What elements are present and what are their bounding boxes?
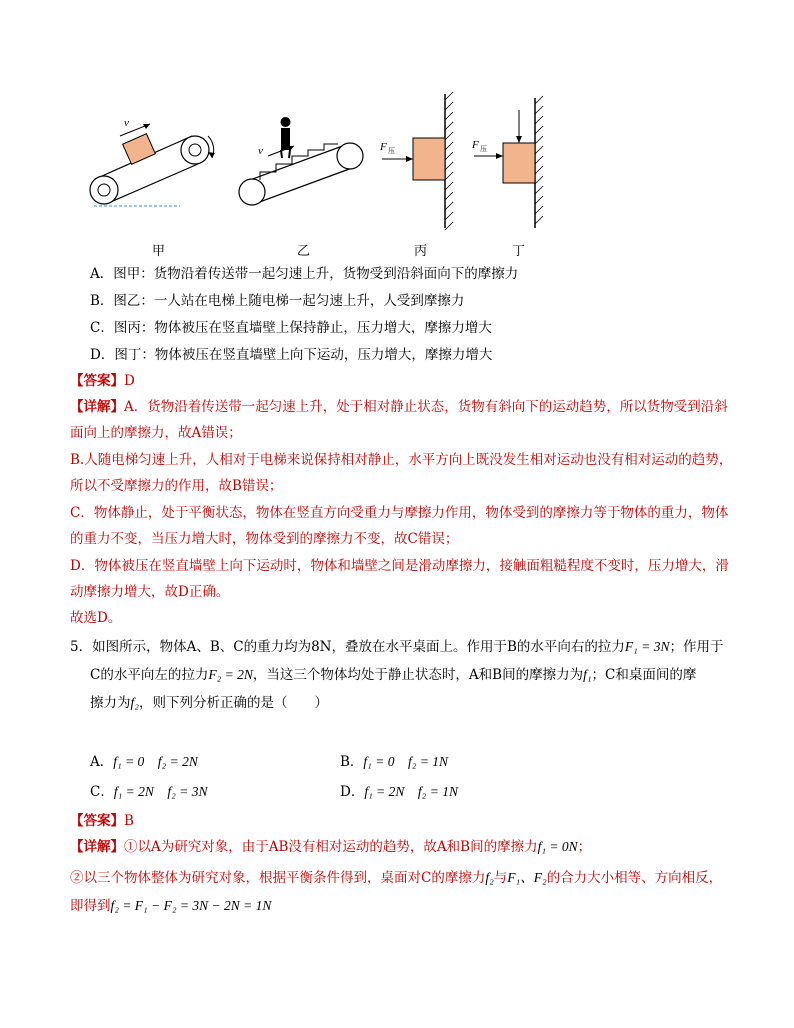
q4-option-a: A．图甲：货物沿着传送带一起匀速上升，货物受到沿斜面向下的摩擦力 (90, 266, 519, 282)
q5-option-d (340, 782, 458, 802)
q4-explain-line-5: C．物体静止，处于平衡状态，物体在竖直方向受重力与摩擦力作用，物体受到的摩擦力等于物体的重力，物体 (70, 505, 729, 521)
friction-diagrams-svg (80, 88, 560, 263)
q4-explain-line-1 (70, 397, 728, 417)
explain-math: f₂ = F₁ − F₂ = 3N − 2N = 1N (110, 898, 272, 913)
physics-figures (80, 88, 560, 263)
q4-answer (70, 371, 135, 391)
explain-text: 的合力大小相等、方向相反， (546, 870, 723, 886)
f-label-ding: F (472, 139, 479, 151)
v-label-jia: v (124, 117, 129, 129)
q5-explain-line-3 (70, 896, 271, 916)
q5-math: F₂ = 2N (208, 667, 253, 682)
option-letter: B． (340, 754, 364, 770)
option-math: f₁ = 2N f₂ = 3N (113, 784, 208, 799)
answer-value: B (124, 813, 134, 829)
v-label-yi: v (258, 145, 263, 157)
figure-yi-escalator (239, 117, 363, 205)
q5-text: ；C和桌面间的摩 (591, 667, 697, 683)
explain-math: F₁、F₂ (507, 870, 547, 885)
answer-tag: 【答案】 (70, 813, 124, 829)
explain-text: A．货物沿着传送带一起匀速上升，处于相对静止状态，货物有斜向下的运动趋势，所以货物受到沿斜 (124, 399, 728, 415)
explain-tag: 【详解】 (70, 399, 124, 415)
q5-text: ；作用于 (669, 639, 724, 655)
q5-text: ，则下列分析正确的是（ ） (138, 695, 328, 711)
q4-explain-line-3: B.人随电梯匀速上升，人相对于电梯来说保持相对静止，水平方向上既没发生相对运动也没有相对运动的趋势， (70, 452, 733, 468)
q5-explain-line-2 (70, 868, 722, 888)
q5-option-a (90, 752, 198, 772)
f-sub-ding: 压 (480, 145, 487, 153)
q5-math: f₁ (583, 667, 592, 682)
option-math: f₁ = 2N f₂ = 1N (364, 784, 458, 799)
q5-answer (70, 811, 134, 831)
q5-option-c (90, 782, 207, 802)
f-sub-bing: 压 (388, 147, 395, 155)
q4-option-c: C．图丙：物体被压在竖直墙壁上保持静止，压力增大，摩擦力增大 (90, 320, 492, 336)
option-letter: C． (90, 784, 114, 800)
option-math: f₁ = 0 f₂ = 2N (113, 754, 198, 769)
figure-label-jia: 甲 (152, 244, 166, 259)
q4-explain-line-8: 动摩擦力增大，故D正确。 (70, 584, 230, 600)
q4-explain-line-4: 所以不受摩擦力的作用，故B错误； (70, 478, 283, 494)
q4-explain-line-6: 的重力不变，当压力增大时，物体受到的摩擦力不变，故C错误； (70, 531, 459, 547)
q5-stem-line-3 (90, 693, 328, 713)
figure-bing-wall (379, 92, 453, 230)
explain-text: ②以三个物体整体为研究对象，根据平衡条件得到，桌面对C的摩擦力 (70, 870, 486, 886)
explain-text: 与 (493, 870, 508, 886)
q5-math: F₁ = 3N (624, 639, 670, 654)
q5-explain-line-1 (70, 837, 591, 857)
q4-explain-line-7: D．物体被压在竖直墙壁上向下运动时，物体和墙壁之间是滑动摩擦力，接触面粗糙程度不变时，压力增大，滑 (70, 558, 729, 574)
figure-label-ding: 丁 (512, 244, 526, 259)
option-math: f₁ = 0 f₂ = 1N (363, 754, 449, 769)
q5-stem-line-1 (70, 637, 723, 657)
q5-text: ，当这三个物体均处于静止状态时，A和B间的摩擦力为 (252, 667, 584, 683)
figure-jia-conveyor (90, 117, 215, 206)
q4-explain-line-2: 面向上的摩擦力，故A错误； (70, 425, 242, 441)
q4-option-d: D．图丁：物体被压在竖直墙壁上向下运动，压力增大，摩擦力增大 (90, 347, 493, 363)
explain-math: f₁ = 0N (537, 839, 578, 854)
explain-math: f₂ (485, 870, 494, 885)
q5-option-b (340, 752, 448, 772)
explain-text: ①以A为研究对象，由于AB没有相对运动的趋势，故A和B间的摩擦力 (124, 839, 538, 855)
option-letter: A． (90, 754, 114, 770)
answer-tag: 【答案】 (70, 373, 124, 389)
figure-label-bing: 丙 (414, 244, 428, 259)
q4-explain-line-9: 故选D。 (70, 610, 122, 626)
figure-ding-wall (471, 96, 543, 228)
explain-text: ； (577, 839, 592, 855)
q5-text: C的水平向左的拉力 (90, 667, 209, 683)
explain-text: 即得到 (70, 898, 111, 914)
q4-option-b: B．图乙：一人站在电梯上随电梯一起匀速上升，人受到摩擦力 (90, 293, 465, 309)
answer-value: D (124, 373, 135, 389)
option-letter: D． (340, 784, 365, 800)
explain-tag: 【详解】 (70, 839, 124, 855)
q5-text: 擦力为 (90, 695, 131, 711)
q5-math: f₂ (130, 695, 139, 710)
figure-label-yi: 乙 (297, 244, 311, 259)
f-label-bing: F (380, 141, 387, 153)
q5-text: 5．如图所示，物体A、B、C的重力均为8N，叠放在水平桌面上。作用于B的水平向右的拉力 (70, 639, 625, 655)
q5-stem-line-2 (90, 665, 696, 685)
